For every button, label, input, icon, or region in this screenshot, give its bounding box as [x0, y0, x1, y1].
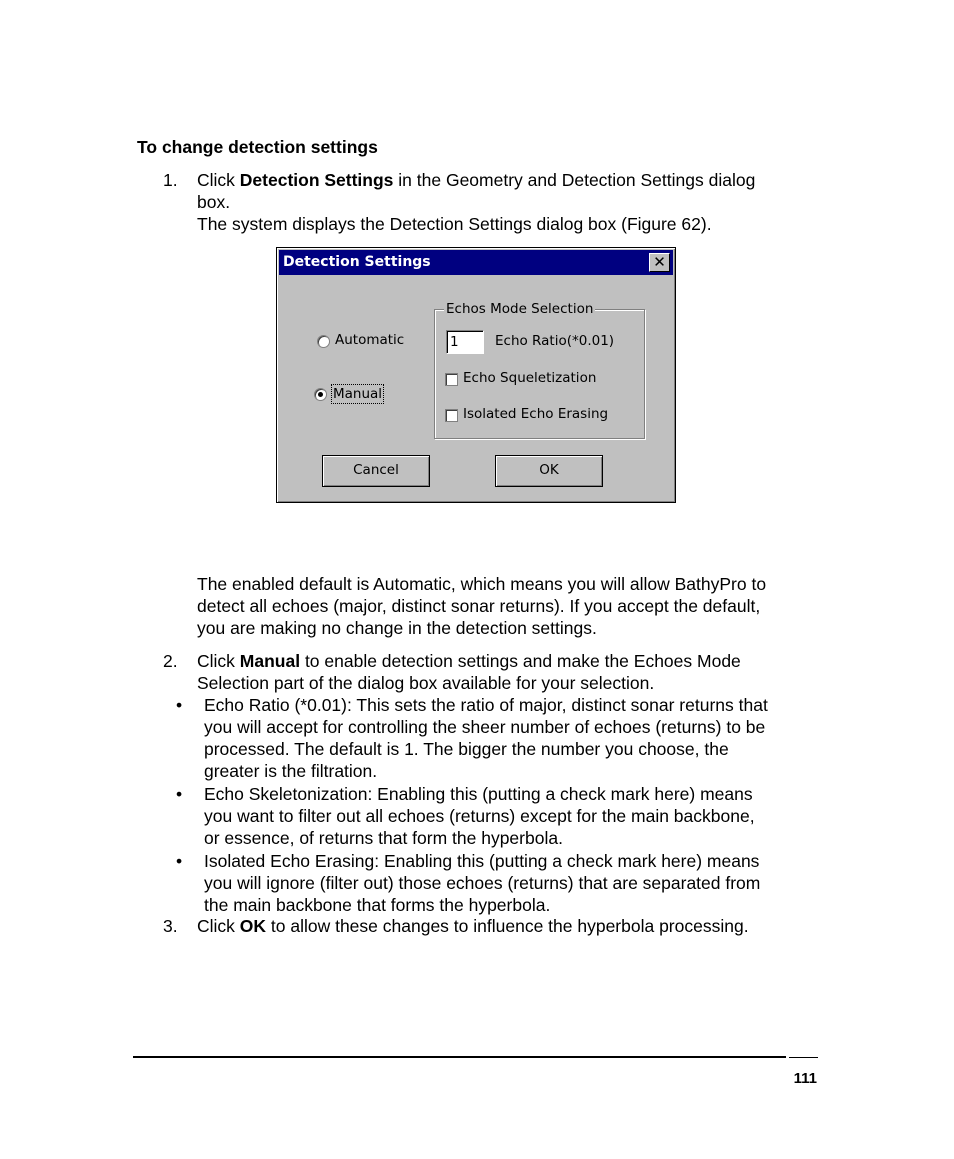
manual-label[interactable]: Manual: [333, 386, 383, 402]
bullet-1-line-1: Echo Ratio (*0.01): This sets the ratio of major, distinct sonar returns that: [204, 695, 768, 715]
step-2-text: [197, 650, 837, 694]
bullet-marker: •: [176, 695, 183, 715]
close-icon[interactable]: ✕: [649, 253, 670, 272]
automatic-radio[interactable]: [317, 335, 330, 348]
step-2-line2: Selection part of the dialog box available for your selection.: [197, 673, 655, 693]
default-line-1: The enabled default is Automatic, which means you will allow BathyPro to: [197, 574, 767, 594]
step-1-pre: Click: [197, 170, 240, 190]
default-paragraph: [197, 573, 837, 639]
step-2-number: 2.: [163, 651, 178, 671]
step-1-line3: The system displays the Detection Settings dialog box (Figure 62).: [197, 214, 712, 234]
ok-button[interactable]: OK: [495, 455, 603, 487]
step-3-number: 3.: [163, 916, 178, 936]
echo-ratio-label: Echo Ratio(*0.01): [495, 333, 615, 349]
footer-rule-short: [789, 1057, 818, 1058]
bullet-echo-ratio: [204, 694, 844, 782]
step-1-number: 1.: [163, 170, 178, 190]
bullet-1-line-2: you will accept for controlling the sheer number of echoes (returns) to be: [204, 717, 766, 737]
manual-radio[interactable]: [314, 388, 327, 401]
default-line-2: detect all echoes (major, distinct sonar returns). If you accept the default,: [197, 596, 761, 616]
step-2-bold: Manual: [239, 651, 301, 671]
radio-selected-dot: [318, 392, 323, 397]
default-line-3: you are making no change in the detection settings.: [197, 618, 597, 638]
echo-squeletization-checkbox[interactable]: [445, 373, 458, 386]
bullet-2-line-2: you want to filter out all echoes (returns) except for the main backbone,: [204, 806, 755, 826]
step-1-text: [197, 169, 837, 235]
bullet-1-line-4: greater is the filtration.: [204, 761, 378, 781]
page-number: 111: [793, 1070, 817, 1087]
dialog-title: Detection Settings: [283, 254, 431, 270]
isolated-echo-erasing-label[interactable]: Isolated Echo Erasing: [463, 406, 609, 422]
step-1-post: in the Geometry and Detection Settings dialog: [393, 170, 756, 190]
automatic-label[interactable]: Automatic: [335, 332, 405, 348]
echos-mode-groupbox: [434, 301, 645, 439]
bullet-3-line-1: Isolated Echo Erasing: Enabling this (putting a check mark here) means: [204, 851, 760, 871]
step-2-post: to enable detection settings and make the Echoes Mode: [300, 651, 741, 671]
step-3-post: to allow these changes to influence the hyperbola processing.: [266, 916, 749, 936]
detection-settings-dialog: [276, 247, 676, 503]
bullet-marker: •: [176, 851, 183, 871]
step-1-line2: box.: [197, 192, 231, 212]
bullet-echo-skeletonization: [204, 783, 844, 849]
echo-ratio-input[interactable]: 1: [446, 330, 484, 354]
step-3-bold: OK: [239, 916, 267, 936]
group-title: Echos Mode Selection: [446, 301, 594, 317]
dialog-titlebar: [279, 250, 673, 275]
bullet-2-line-1: Echo Skeletonization: Enabling this (putting a check mark here) means: [204, 784, 753, 804]
step-3-pre: Click: [197, 916, 240, 936]
bullet-2-line-3: or essence, of returns that form the hyperbola.: [204, 828, 563, 848]
section-heading: To change detection settings: [137, 137, 378, 157]
step-3-text: [197, 915, 837, 937]
bullet-1-line-3: processed. The default is 1. The bigger the number you choose, the: [204, 739, 729, 759]
step-2-pre: Click: [197, 651, 240, 671]
isolated-echo-erasing-checkbox[interactable]: [445, 409, 458, 422]
cancel-button[interactable]: Cancel: [322, 455, 430, 487]
bullet-3-line-3: the main backbone that forms the hyperbola.: [204, 895, 551, 915]
step-1-bold: Detection Settings: [239, 170, 394, 190]
bullet-marker: •: [176, 784, 183, 804]
footer-rule: [133, 1056, 786, 1058]
echo-squeletization-label[interactable]: Echo Squeletization: [463, 370, 597, 386]
bullet-3-line-2: you will ignore (filter out) those echoes (returns) that are separated from: [204, 873, 761, 893]
bullet-isolated-echo-erasing: [204, 850, 844, 916]
